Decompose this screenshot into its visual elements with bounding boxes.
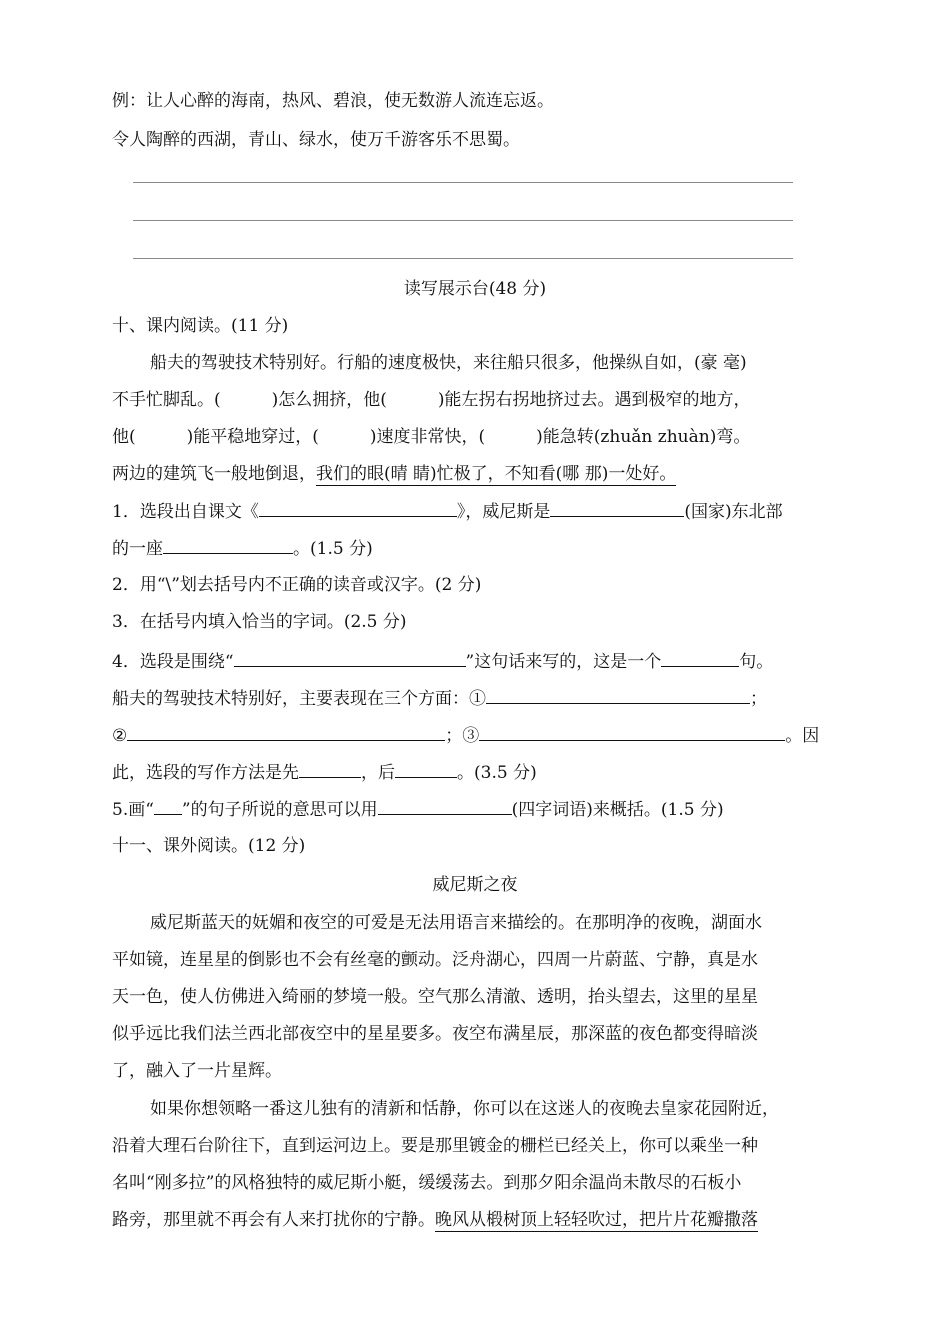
q10-passage-line-2: 不手忙脚乱。( )怎么拥挤，他( )能左拐右拐地挤过去。遇到极窄的地方， <box>112 390 751 410</box>
example-line-1: 例：让人心醉的海南，热风、碧浪，使无数游人流连忘返。 <box>112 91 554 111</box>
q10-question-4-line-4 <box>112 759 537 786</box>
q11-passage-line-3: 天一色，使人仿佛进入绮丽的梦境一般。空气那么清澈、透明，抬头望去，这里的星星 <box>112 987 758 1007</box>
q4-text-d: 船夫的驾驶技术特别好，主要表现在三个方面：① <box>112 689 486 709</box>
q4-blank-type[interactable] <box>661 648 739 667</box>
q10-question-5 <box>112 796 724 823</box>
q1-text-c: (国家)东北部 <box>684 502 783 522</box>
q1-text-b: 》，威尼斯是 <box>456 502 551 522</box>
q10-question-1-cont <box>112 535 373 562</box>
q4-blank-sentence[interactable] <box>234 648 466 667</box>
q10-question-1 <box>112 498 783 525</box>
q5-text-b: ”的句子所说的意思可以用 <box>181 800 378 820</box>
example-line-2: 令人陶醉的西湖，青山、绿水，使万千游客乐不思蜀。 <box>112 130 520 150</box>
q11-passage-line-8: 名叫“刚多拉”的风格独特的威尼斯小艇，缓缓荡去。到那夕阳余温尚未散尽的石板小 <box>112 1173 742 1193</box>
q11-passage-line-1: 威尼斯蓝天的妩媚和夜空的可爱是无法用语言来描绘的。在那明净的夜晚，湖面水 <box>150 913 762 933</box>
q4-blank-method-1[interactable] <box>299 759 361 778</box>
answer-line-2[interactable] <box>133 220 793 221</box>
q4-blank-method-2[interactable] <box>395 759 457 778</box>
answer-line-3[interactable] <box>133 258 793 259</box>
q1-blank-lesson[interactable] <box>259 498 457 517</box>
q5-blank-idiom[interactable] <box>378 796 512 815</box>
underlined-sentence: 我们的眼(晴 睛)忙极了，不知看(哪 那)一处好。 <box>316 464 677 484</box>
q11-passage-line-5: 了，融入了一片星辉。 <box>112 1061 282 1081</box>
q11-passage-line-6: 如果你想领略一番这儿独有的清新和恬静，你可以在这迷人的夜晚去皇家花园附近， <box>150 1099 779 1119</box>
q10-heading: 十、课内阅读。(11 分) <box>112 316 289 336</box>
q4-text-f: ② <box>112 726 128 746</box>
passage-plain-text: 两边的建筑飞一般地倒退， <box>112 464 316 484</box>
q11-passage-line-2: 平如镜，连星星的倒影也不会有丝毫的颤动。泛舟湖心，四周一片蔚蓝、宁静，真是水 <box>112 950 758 970</box>
q4-text-a: 4．选段是围绕“ <box>112 652 234 672</box>
q1-text-a: 1．选段出自课文《 <box>112 502 259 522</box>
q5-text-c: (四字词语)来概括。(1.5 分) <box>511 800 724 820</box>
answer-line-1[interactable] <box>133 182 793 183</box>
passage-title: 威尼斯之夜 <box>432 875 518 895</box>
underline-sample <box>154 796 182 815</box>
q10-question-4-line-3 <box>112 722 819 749</box>
q4-text-i: 此，选段的写作方法是先 <box>112 763 299 783</box>
passage-plain-text-2: 路旁，那里就不再会有人来打扰你的宁静。 <box>112 1210 435 1230</box>
q11-passage-line-4: 似乎远比我们法兰西北部夜空中的星星要多。夜空布满星辰，那深蓝的夜色都变得暗淡 <box>112 1024 758 1044</box>
q4-text-b: ”这句话来写的，这是一个 <box>465 652 662 672</box>
q10-passage-line-4 <box>112 461 676 487</box>
section-title: 读写展示台(48 分) <box>403 279 547 299</box>
q4-text-j: ，后 <box>361 763 395 783</box>
q4-text-g: ；③ <box>445 726 480 746</box>
q4-blank-aspect-3[interactable] <box>479 722 785 741</box>
q4-blank-aspect-1[interactable] <box>486 685 750 704</box>
q10-question-3: 3．在括号内填入恰当的字词。(2.5 分) <box>112 612 407 632</box>
q11-passage-line-7: 沿着大理石台阶往下，直到运河边上。要是那里镀金的栅栏已经关上，你可以乘坐一种 <box>112 1136 758 1156</box>
q1-blank-country[interactable] <box>550 498 684 517</box>
q11-passage-line-9 <box>112 1207 758 1233</box>
q10-passage-line-1: 船夫的驾驶技术特别好。行船的速度极快，来往船只很多，他操纵自如，(豪 毫) <box>150 353 747 373</box>
q10-question-2: 2．用“\”划去括号内不正确的读音或汉字。(2 分) <box>112 575 482 595</box>
underlined-sentence-2: 晚风从椴树顶上轻轻吹过，把片片花瓣撒落 <box>435 1210 758 1230</box>
q10-question-4 <box>112 648 773 675</box>
q4-text-e: ； <box>750 689 767 709</box>
q1-text-e: 。(1.5 分) <box>293 539 373 559</box>
q4-text-k: 。(3.5 分) <box>457 763 537 783</box>
q4-text-c: 句。 <box>739 652 774 672</box>
q4-text-h: 。因 <box>785 726 820 746</box>
q11-heading: 十一、课外阅读。(12 分) <box>112 836 306 856</box>
q5-text-a: 5.画“ <box>112 800 154 820</box>
q4-blank-aspect-2[interactable] <box>127 722 445 741</box>
q1-blank-city[interactable] <box>163 535 293 554</box>
q1-text-d: 的一座 <box>112 539 163 559</box>
q10-passage-line-3: 他( )能平稳地穿过，( )速度非常快，( )能急转(zhuǎn zhuàn)弯。 <box>112 427 751 447</box>
q10-question-4-line-2 <box>112 685 767 712</box>
